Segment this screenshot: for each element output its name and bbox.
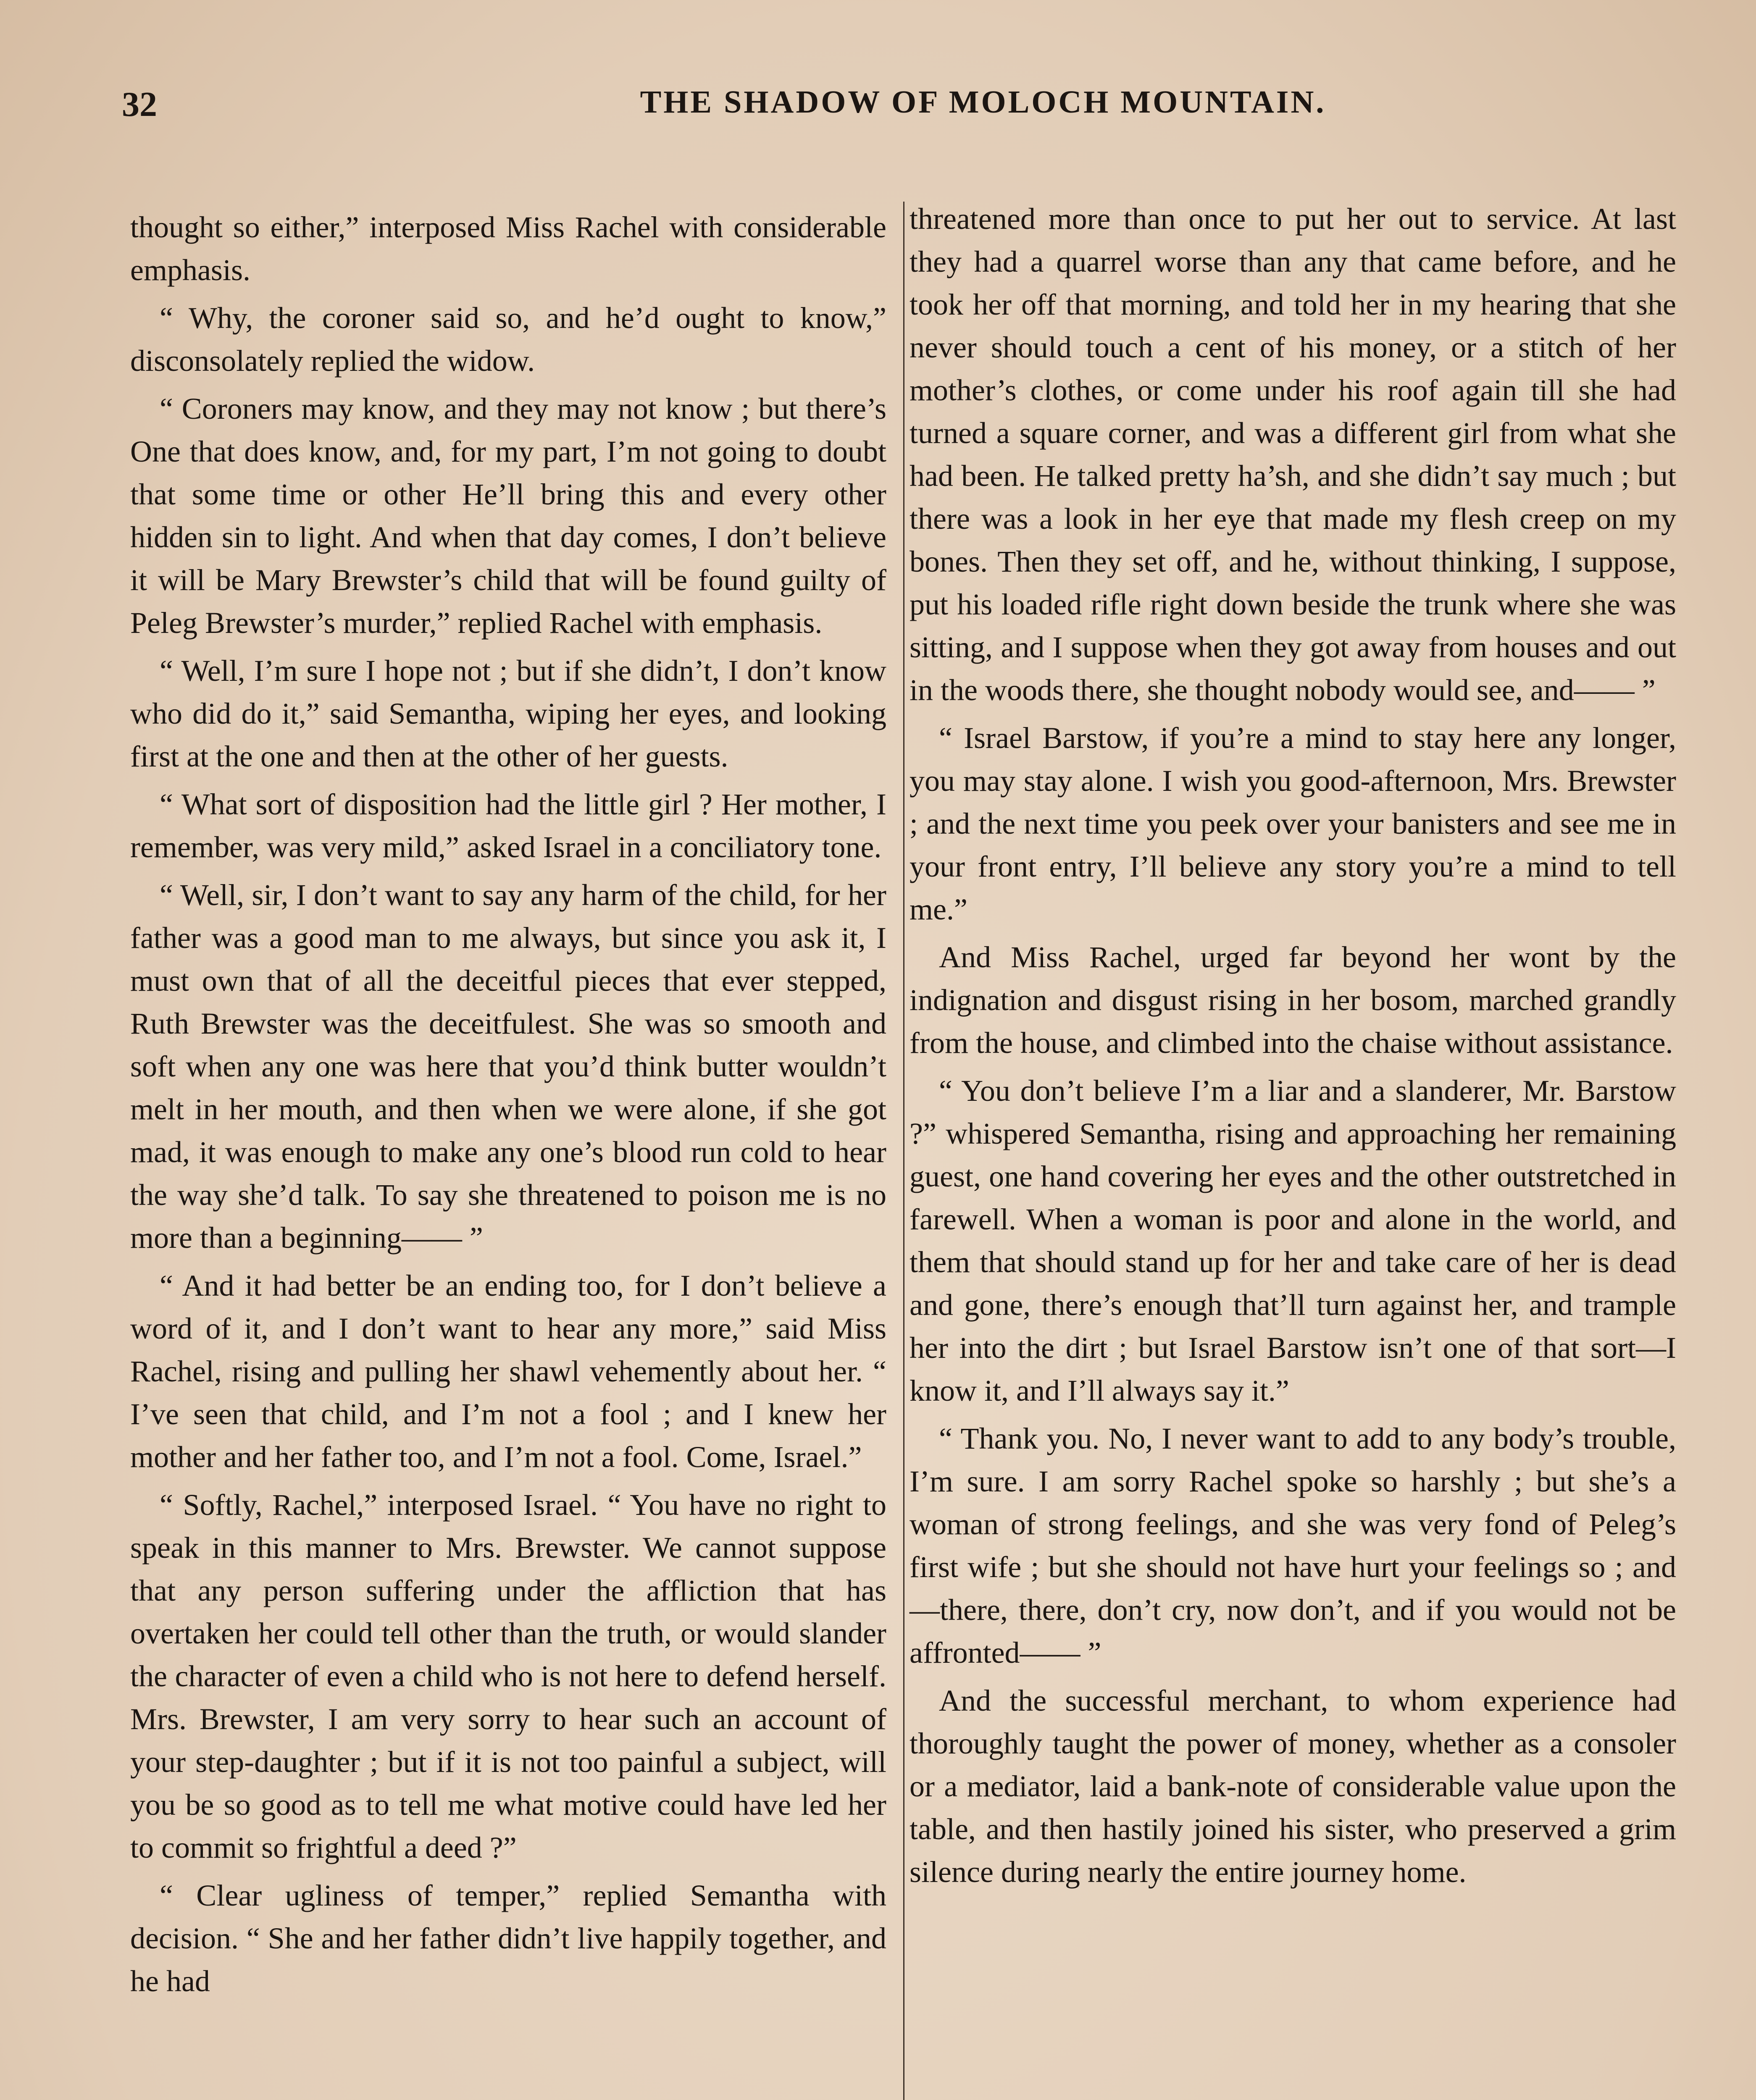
paragraph: “ Well, sir, I don’t want to say any harm of the child, for her father was a good man to me always, but since you ask it, I must own that of all the deceitful pieces that ever stepped, Ruth Brewster was the deceitfulest. She was so smooth and soft when any one was here that you’d think butter wouldn’t melt in her mouth, and then when we were alone, if she got mad, it was enough to make any one’s blood run cold to hear the way she’d talk. To say she threatened to poison me is no more than a beginning—— ” xyxy=(130,878,886,1255)
paragraph: “ And it had better be an ending too, for I don’t believe a word of it, and I don’t want to hear any more,” said Miss Rachel, rising and pulling her shawl vehemently about her. “ I’ve seen that child, and I’m not a fool ; and I knew her mother and her father too, and I’m not a fool. Come, Israel.” xyxy=(130,1269,886,1474)
paragraph: “ Why, the coroner said so, and he’d ought to know,” disconsolately replied the widow. xyxy=(130,301,886,378)
paragraph: “ Softly, Rachel,” interposed Israel. “ You have no right to speak in this manner to Mrs. Brewster. We cannot suppose that any person suffering under the affliction that has overtaken her could tell other than the truth, or would slander the character of even a child who is not here to defend herself. Mrs. Brewster, I am very sorry to hear such an account of your step-daughter ; but if it is not too painful a subject, will you be so good as to tell me what motive could have led her to commit so frightful a deed ?” xyxy=(130,1488,886,1864)
paragraph: “ Clear ugliness of temper,” replied Semantha with decision. “ She and her father didn’t live happily together, and he had xyxy=(130,1879,886,1998)
paragraph: “ Coroners may know, and they may not know ; but there’s One that does know, and, for my part, I’m not going to doubt that some time or other He’ll bring this and every other hidden sin to light. And when that day comes, I don’t believe it will be Mary Brewster’s child that will be found guilty of Peleg Brewster’s murder,” replied Rachel with emphasis. xyxy=(130,392,886,640)
page-number: 32 xyxy=(122,85,157,124)
right-column xyxy=(910,197,1676,1898)
paragraph: “ What sort of disposition had the little girl ? Her mother, I remember, was very mild,” asked Israel in a conciliatory tone. xyxy=(130,788,886,864)
page-header xyxy=(122,84,1676,134)
column-divider xyxy=(903,202,904,2100)
paragraph: thought so either,” interposed Miss Rachel with considerable emphasis. xyxy=(130,210,886,287)
paragraph: And the successful merchant, to whom experience had thoroughly taught the power of money, whether as a consoler or a mediator, laid a bank-note of considerable value upon the table, and then hastily joined his sister, who preserved a grim silence during nearly the entire journey home. xyxy=(910,1684,1676,1889)
paragraph: “ Well, I’m sure I hope not ; but if she didn’t, I don’t know who did do it,” said Semantha, wiping her eyes, and looking first at the one and then at the other of her guests. xyxy=(130,654,886,773)
left-column xyxy=(130,206,886,2008)
paragraph: “ You don’t believe I’m a liar and a slanderer, Mr. Barstow ?” whispered Semantha, rising and approaching her remaining guest, one hand covering her eyes and the other outstretched in farewell. When a woman is poor and alone in the world, and them that should stand up for her and take care of her is dead and gone, there’s enough that’ll turn against her, and trample her into the dirt ; but Israel Barstow isn’t one of that sort—I know it, and I’ll always say it.” xyxy=(910,1074,1676,1407)
running-title: THE SHADOW OF MOLOCH MOUNTAIN. xyxy=(640,84,1326,120)
paragraph: “ Israel Barstow, if you’re a mind to stay here any longer, you may stay alone. I wish you good-afternoon, Mrs. Brewster ; and the next time you peek over your banisters and see me in your front entry, I’ll believe any story you’re a mind to tell me.” xyxy=(910,721,1676,926)
paragraph: And Miss Rachel, urged far beyond her wont by the indignation and disgust rising in her bosom, marched grandly from the house, and climbed into the chaise without assistance. xyxy=(910,940,1676,1060)
paragraph: threatened more than once to put her out to service. At last they had a quarrel worse than any that came before, and he took her off that morning, and told her in my hearing that she never should touch a cent of his money, or a stitch of her mother’s clothes, or come under his roof again till she had turned a square corner, and was a different girl from what she had been. He talked pretty ha’sh, and she didn’t say much ; but there was a look in her eye that made my flesh creep on my bones. Then they set off, and he, without thinking, I suppose, put his loaded rifle right down beside the trunk where she was sitting, and I suppose when they got away from houses and out in the woods there, she thought nobody would see, and—— ” xyxy=(910,202,1676,707)
paragraph: “ Thank you. No, I never want to add to any body’s trouble, I’m sure. I am sorry Rachel spoke so harshly ; but she’s a woman of strong feelings, and she was very fond of Peleg’s first wife ; but she should not have hurt your feelings so ; and—there, there, don’t cry, now don’t, and if you would not be affronted—— ” xyxy=(910,1422,1676,1670)
